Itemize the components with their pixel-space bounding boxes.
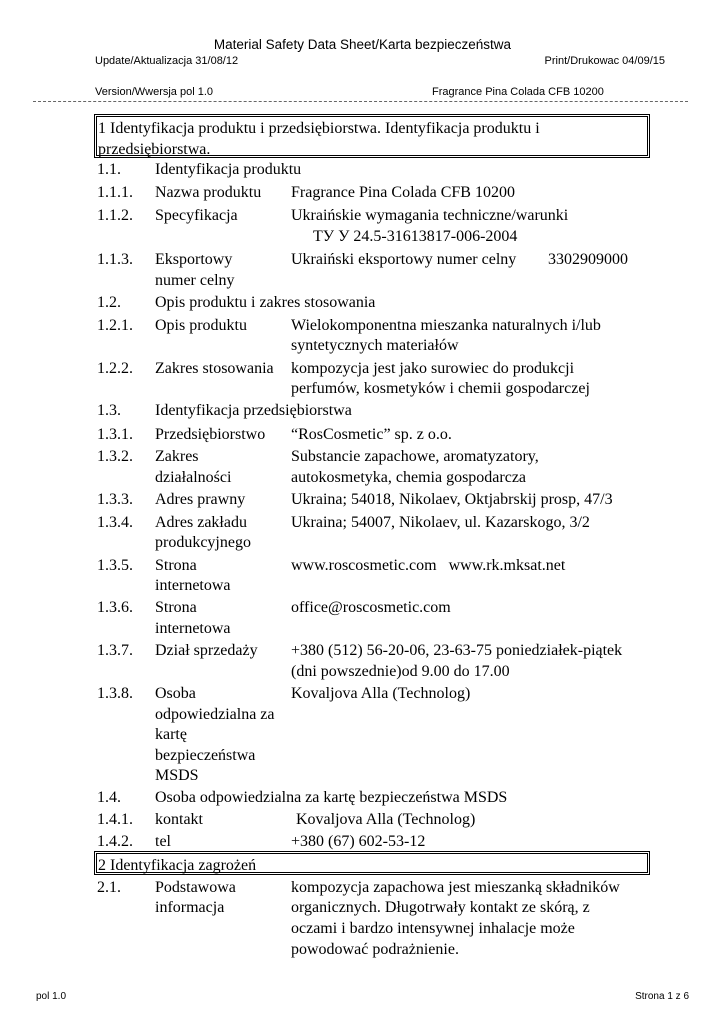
row-value: organicznych. Długotrwały kontakt ze skórą, z (291, 899, 590, 916)
row-label: Osoba (155, 685, 196, 702)
subsection-title: Identyfikacja przedsiębiorstwa (155, 402, 352, 419)
row-value: Substancie zapachowe, aromatyzatory, (291, 448, 539, 465)
row-value: Ukraińskie wymagania techniczne/warunki (291, 207, 569, 224)
row-value: Fragrance Pina Colada CFB 10200 (291, 184, 515, 201)
row-label: Adres zakładu (155, 514, 247, 531)
row-label: Eksportowy (155, 251, 233, 268)
row-label: Zakres stosowania (155, 360, 274, 377)
row-value: kompozycja jest jako surowiec do produkcji (291, 360, 575, 377)
phone-number: +380 (67) 602-53-12 (291, 833, 426, 850)
section-2-heading (94, 851, 650, 875)
row-value: Kovaljova Alla (Technolog) (291, 685, 471, 702)
row-num: 2.1. (97, 879, 121, 896)
row-value: Ukraina; 54007, Nikolaev, ul. Kazarskogo, 3/2 (291, 514, 590, 531)
document-title: Material Safety Data Sheet/Karta bezpieczeństwa (213, 37, 512, 52)
row-label: Zakres (155, 448, 199, 465)
row-num: 1.2.1. (97, 317, 133, 334)
email-address: office@roscosmetic.com (291, 599, 451, 616)
row-label: internetowa (155, 620, 231, 637)
row-label: produkcyjnego (155, 534, 251, 551)
row-value: Ukraiński eksportowy numer celny (291, 251, 517, 268)
customs-code: 3302909000 (548, 251, 628, 268)
row-label: MSDS (155, 767, 199, 784)
row-num: 1.4. (97, 789, 121, 806)
row-label: Nazwa produktu (155, 184, 262, 201)
row-value: perfumów, kosmetyków i chemii gospodarczej (291, 380, 590, 397)
row-label: Opis produktu (155, 317, 247, 334)
row-value: “RosCosmetic” sp. z o.o. (291, 426, 452, 443)
row-label: internetowa (155, 577, 231, 594)
row-label: Dział sprzedaży (155, 642, 258, 659)
row-label: Przedsiębiorstwo (155, 426, 266, 443)
row-num: 1.1.2. (97, 207, 133, 224)
row-num: 1.2.2. (97, 360, 133, 377)
row-num: 1.2. (97, 294, 121, 311)
row-num: 1.3.3. (97, 491, 133, 508)
row-num: 1.3.6. (97, 599, 133, 616)
row-num: 1.3.2. (97, 448, 133, 465)
section-1-heading-line1: 1 Identyfikacja produktu i przedsiębiorstwa. Identyfikacja produktu i (98, 120, 540, 137)
row-label: kartę (155, 726, 187, 743)
row-num: 1.3.1. (97, 426, 133, 443)
section-1-heading (94, 114, 650, 158)
page-number: Strona 1 z 6 (635, 991, 689, 1002)
row-num: 1.3.5. (97, 557, 133, 574)
row-value: Ukraina; 54018, Nikolaev, Oktjabrskij prosp, 47/3 (291, 491, 613, 508)
row-value: ТУ У 24.5-31613817-006-2004 (313, 228, 518, 245)
row-value: Wielokomponentna mieszanka naturalnych i/lub (291, 317, 601, 334)
row-value: powodować podrażnienie. (291, 941, 459, 958)
subsection-title: Opis produktu i zakres stosowania (155, 294, 376, 311)
section-2-heading-text: 2 Identyfikacja zagrożeń (98, 857, 257, 874)
section-1-heading-line2: przedsiębiorstwa. (98, 141, 211, 158)
row-label: informacja (155, 899, 225, 916)
update-date: Update/Aktualizacja 31/08/12 (95, 55, 239, 67)
row-value: Kovaljova Alla (Technolog) (296, 811, 476, 828)
row-value: oczami i bardzo intensywnej inhalacje może (291, 920, 575, 937)
row-label: Adres prawny (155, 491, 246, 508)
row-label: Strona (155, 557, 197, 574)
row-num: 1.1. (97, 161, 121, 178)
row-num: 1.3.8. (97, 685, 133, 702)
subsection-title: Identyfikacja produktu (155, 161, 302, 178)
product-name-header: Fragrance Pina Colada CFB 10200 (432, 86, 604, 98)
row-label: Specyfikacja (155, 207, 238, 224)
row-num: 1.3.7. (97, 642, 133, 659)
row-value: +380 (512) 56-20-06, 23-63-75 poniedziałek-piątek (291, 642, 623, 659)
version: Version/Wwersja pol 1.0 (95, 86, 213, 98)
footer-version: pol 1.0 (36, 991, 67, 1002)
row-num: 1.4.2. (97, 833, 133, 850)
row-label: odpowiedzialna za (155, 706, 275, 723)
row-label: Strona (155, 599, 197, 616)
row-value: syntetycznych materiałów (291, 337, 459, 354)
row-num: 1.1.1. (97, 184, 133, 201)
row-num: 1.3. (97, 402, 121, 419)
subsection-title: Osoba odpowiedzialna za kartę bezpieczeństwa MSDS (155, 789, 508, 806)
header-divider (33, 101, 688, 102)
row-label: kontakt (155, 811, 203, 828)
row-label: bezpieczeństwa (155, 747, 256, 764)
row-num: 1.3.4. (97, 514, 133, 531)
row-num: 1.4.1. (97, 811, 133, 828)
row-value: (dni powszednie)od 9.00 do 17.00 (291, 663, 510, 680)
row-num: 1.1.3. (97, 251, 133, 268)
row-value: autokosmetyka, chemia gospodarcza (291, 469, 527, 486)
print-date: Print/Drukowac 04/09/15 (544, 55, 665, 67)
row-label: działalności (155, 469, 232, 486)
row-label: tel (155, 833, 171, 850)
website-links: www.roscosmetic.com www.rk.mksat.net (291, 557, 566, 574)
row-label: numer celny (155, 272, 235, 289)
row-value: kompozycja zapachowa jest mieszanką składników (291, 879, 620, 896)
row-label: Podstawowa (155, 879, 236, 896)
